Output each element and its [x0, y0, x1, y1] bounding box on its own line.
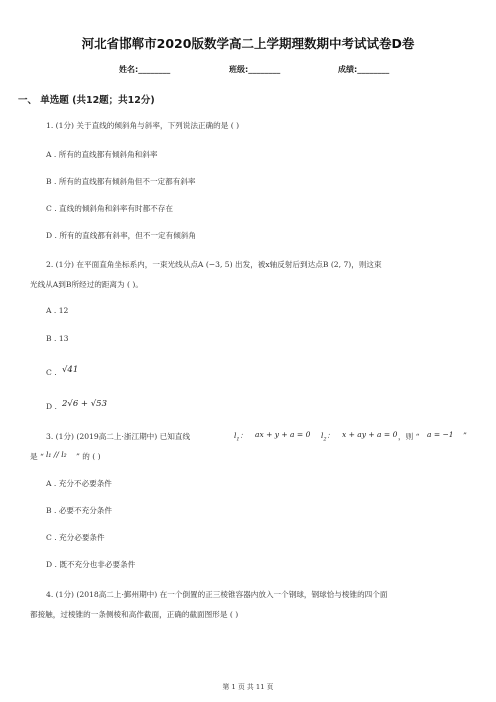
- question-2-option-a: A . 12: [46, 306, 69, 315]
- question-3-line-l2-equation: x + ay + a = 0: [342, 430, 398, 439]
- question-3-line-2-prefix: 是 “: [30, 452, 44, 461]
- question-3-stem-prefix: 3. (1分) (2019高二上·浙江期中) 已知直线: [46, 432, 191, 441]
- question-3-option-c: C . 充分必要条件: [46, 533, 105, 542]
- question-3-then-text: ，则 “: [398, 432, 420, 441]
- name-field-label: 姓名:________: [119, 65, 171, 74]
- question-3-option-d: D . 既不充分也非必要条件: [46, 560, 136, 569]
- question-2-option-b: B . 13: [46, 334, 69, 343]
- section-heading-single-choice: 一、 单选题 (共12题；共12分): [18, 95, 155, 106]
- question-1-option-c: C . 直线的倾斜角和斜率有时都不存在: [46, 204, 173, 213]
- question-3-line-2-suffix: ” 的 ( ): [76, 452, 101, 461]
- score-field-label: 成绩:________: [338, 65, 390, 74]
- question-2-option-c-formula: √41: [62, 365, 79, 375]
- question-3-line-l1-equation: ax + y + a = 0: [255, 430, 311, 439]
- question-4-stem-line-2: 都接触，过棱锥的一条侧棱和高作截面，正确的截面图形是 ( ): [30, 610, 239, 619]
- question-1-option-b: B . 所有的直线都有倾斜角但不一定都有斜率: [46, 177, 196, 186]
- question-3-line-l2-label: $l_2$：: [321, 431, 335, 443]
- question-3-option-b: B . 必要不充分条件: [46, 506, 112, 515]
- page-footer: 第 1 页 共 11 页: [222, 683, 274, 691]
- question-3-condition: a = −1: [427, 430, 454, 439]
- question-2-option-d: D .: [46, 402, 57, 411]
- question-2-option-c: C .: [46, 368, 57, 377]
- question-3-close-quote: ”: [463, 431, 467, 440]
- class-field-label: 班级:________: [229, 65, 281, 74]
- question-1-stem: 1. (1分) 关于直线的倾斜角与斜率，下列说法正确的是 ( ): [46, 121, 240, 130]
- document-title: 河北省邯郸市2020版数学高二上学期理数期中考试试卷D卷: [81, 36, 415, 51]
- question-4-stem-line-1: 4. (1分) (2018高二上·鄞州期中) 在一个倒置的正三棱锥容器内放入一个钢球，钢球恰与棱锥的四个面: [46, 590, 388, 599]
- question-1-option-a: A . 所有的直线都有倾斜角和斜率: [46, 150, 158, 159]
- question-3-option-a: A . 充分不必要条件: [46, 479, 112, 488]
- question-3-parallel-condition: l₁ // l₂: [46, 450, 67, 459]
- question-3-line-l1-label: $l_1$：: [234, 431, 248, 443]
- question-1-option-d: D . 所有的直线都有斜率，但不一定有倾斜角: [46, 231, 197, 240]
- question-2-stem-line-2: 光线从A到B所经过的距离为 ( )。: [30, 280, 143, 289]
- question-2-stem-line-1: 2. (1分) 在平面直角坐标系内，一束光线从点A (−3, 5) 出发，被x轴反射后到达点B (2, 7)，则这束: [46, 260, 382, 269]
- question-2-option-d-formula: 2√6 + √53: [62, 399, 107, 409]
